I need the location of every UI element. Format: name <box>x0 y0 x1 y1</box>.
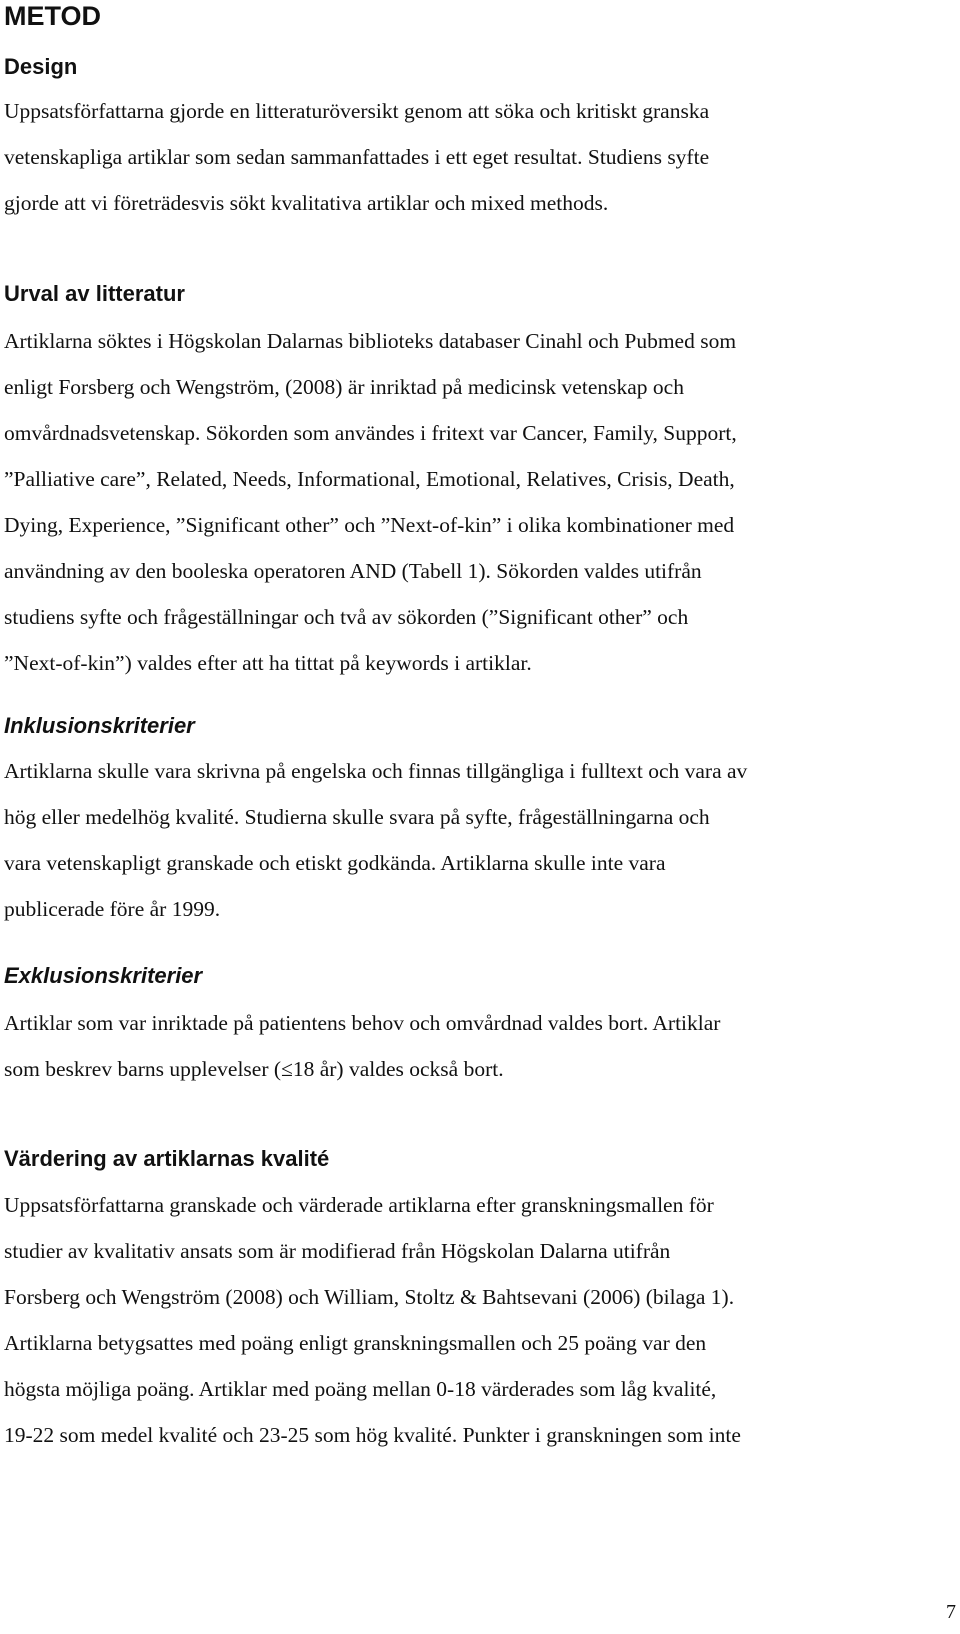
text-line: Artiklarna betygsattes med poäng enligt granskningsmallen och 25 poäng var den <box>4 1331 707 1355</box>
urval-paragraph <box>4 318 944 686</box>
text-line: högsta möjliga poäng. Artiklar med poäng mellan 0-18 värderades som låg kvalité, <box>4 1377 717 1401</box>
exklusion-paragraph <box>4 1000 944 1092</box>
text-line: vetenskapliga artiklar som sedan sammanfattades i ett eget resultat. Studiens syfte <box>4 145 710 169</box>
text-line: publicerade före år 1999. <box>4 897 221 921</box>
text-line: Uppsatsförfattarna granskade och värderade artiklarna efter granskningsmallen för <box>4 1193 714 1217</box>
text-line: ”Next-of-kin”) valdes efter att ha tittat på keywords i artiklar. <box>4 651 532 675</box>
design-paragraph <box>4 88 944 226</box>
text-line: Dying, Experience, ”Significant other” och ”Next-of-kin” i olika kombinationer med <box>4 513 735 537</box>
text-line: ”Palliative care”, Related, Needs, Informational, Emotional, Relatives, Crisis, Death, <box>4 467 735 491</box>
text-line: hög eller medelhög kvalité. Studierna skulle svara på syfte, frågeställningarna och <box>4 805 710 829</box>
inklusion-heading: Inklusionskriterier <box>4 713 195 738</box>
page-title: METOD <box>4 1 102 31</box>
text-line: 19-22 som medel kvalité och 23-25 som hög kvalité. Punkter i granskningen som inte <box>4 1423 741 1447</box>
text-line: enligt Forsberg och Wengström, (2008) är inriktad på medicinsk vetenskap och <box>4 375 684 399</box>
inklusion-paragraph <box>4 748 944 932</box>
text-line: gjorde att vi företrädesvis sökt kvalitativa artiklar och mixed methods. <box>4 191 609 215</box>
vardering-heading: Värdering av artiklarnas kvalité <box>4 1146 330 1171</box>
text-line: användning av den booleska operatoren AND (Tabell 1). Sökorden valdes utifrån <box>4 559 702 583</box>
text-line: omvårdnadsvetenskap. Sökorden som användes i fritext var Cancer, Family, Support, <box>4 421 737 445</box>
vardering-paragraph <box>4 1182 944 1458</box>
text-line: Artiklar som var inriktade på patientens behov och omvårdnad valdes bort. Artiklar <box>4 1011 721 1035</box>
text-line: Uppsatsförfattarna gjorde en litteraturöversikt genom att söka och kritiskt granska <box>4 99 710 123</box>
design-heading: Design <box>4 54 78 79</box>
exklusion-heading: Exklusionskriterier <box>4 963 203 988</box>
text-line: som beskrev barns upplevelser (≤18 år) valdes också bort. <box>4 1057 504 1081</box>
text-line: Artiklarna söktes i Högskolan Dalarnas biblioteks databaser Cinahl och Pubmed som <box>4 329 737 353</box>
page-number: 7 <box>946 1601 956 1623</box>
urval-heading: Urval av litteratur <box>4 281 185 306</box>
text-line: studiens syfte och frågeställningar och två av sökorden (”Significant other” och <box>4 605 689 629</box>
text-line: vara vetenskapligt granskade och etiskt godkända. Artiklarna skulle inte vara <box>4 851 666 875</box>
text-line: Forsberg och Wengström (2008) och William, Stoltz & Bahtsevani (2006) (bilaga 1). <box>4 1285 735 1309</box>
text-line: studier av kvalitativ ansats som är modifierad från Högskolan Dalarna utifrån <box>4 1239 671 1263</box>
text-line: Artiklarna skulle vara skrivna på engelska och finnas tillgängliga i fulltext och vara av <box>4 759 748 783</box>
